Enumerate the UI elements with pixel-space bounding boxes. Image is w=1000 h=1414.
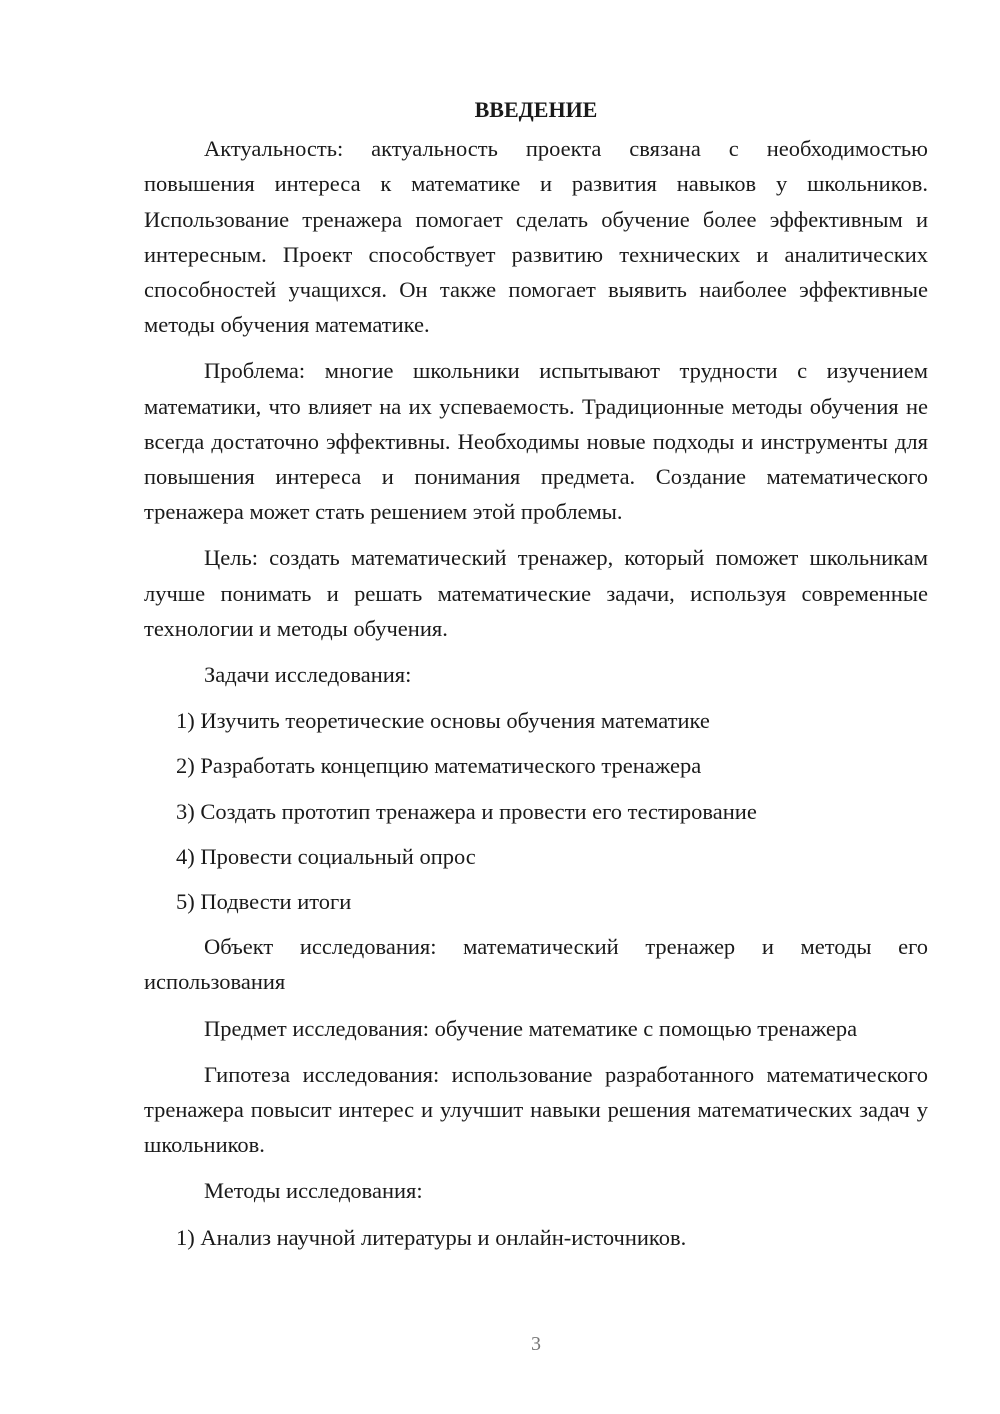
tasks-heading: Задачи исследования: [204, 662, 412, 688]
task-item: 3) Создать прототип тренажера и провести его тестирование [176, 798, 757, 824]
task-item: 5) Подвести итоги [176, 889, 352, 915]
relevance-paragraph: Актуальность: актуальность проекта связана с необходимостью повышения интереса к математике и развития навыков у школьников. Использование тренажера помогает сделать обучение более эффективным и интересным. Проект способствует развитию технических и аналитических способностей учащихся. Он также помогает выявить наиболее эффективные методы обучения математике. [144, 136, 928, 338]
problem-paragraph: Проблема: многие школьники испытывают трудности с изучением математики, что влияет на их успеваемость. Традиционные методы обучения не всегда достаточно эффективны. Необходимы новые подходы и инструменты для повышения интереса и понимания предмета. Создание математического тренажера может стать решением этой проблемы. [144, 358, 928, 525]
hypothesis-paragraph: Гипотеза исследования: использование разработанного математического тренажера повысит интерес и улучшит навыки решения математических задач у школьников. [144, 1061, 928, 1158]
page-title: ВВЕДЕНИЕ [474, 97, 598, 122]
method-item: 1) Анализ научной литературы и онлайн-источников. [176, 1224, 687, 1250]
goal-paragraph: Цель: создать математический тренажер, который поможет школьникам лучше понимать и решать математические задачи, используя современные технологии и методы обучения. [144, 545, 928, 641]
task-item: 2) Разработать концепцию математического тренажера [176, 753, 702, 779]
page-number: 3 [531, 1333, 541, 1355]
page-content [144, 92, 928, 1265]
task-item: 4) Провести социальный опрос [176, 843, 476, 869]
subject-paragraph: Предмет исследования: обучение математике с помощью тренажера [204, 1015, 858, 1041]
object-paragraph: Объект исследования: математический тренажер и методы его использования [144, 934, 928, 995]
methods-heading: Методы исследования: [204, 1178, 423, 1204]
task-item: 1) Изучить теоретические основы обучения математике [176, 708, 710, 734]
